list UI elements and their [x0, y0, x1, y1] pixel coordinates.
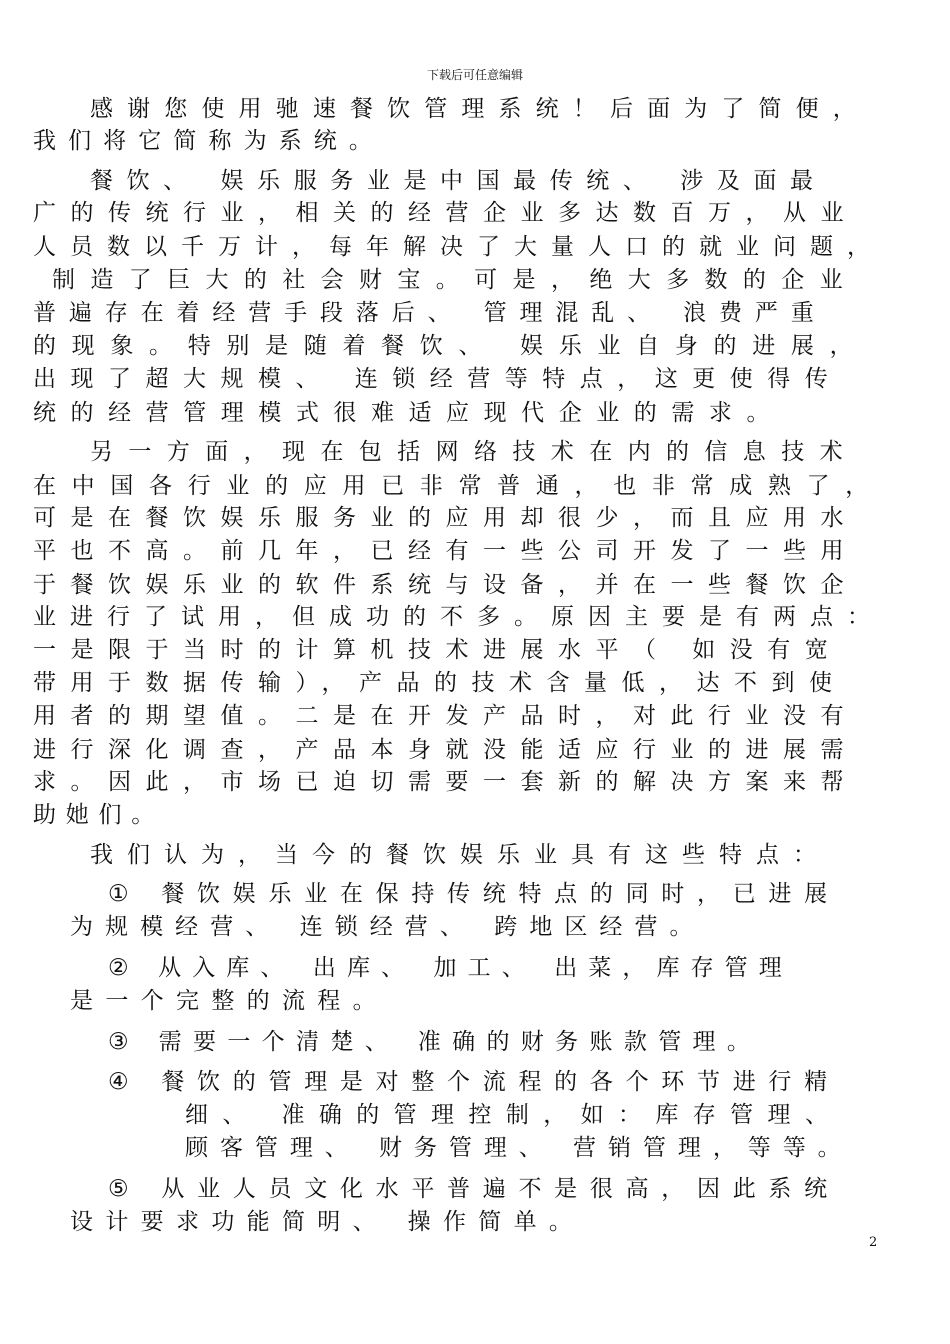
list-item-line: 是一个完整的流程。: [70, 988, 388, 1014]
list-item-line: ③ 需要一个清楚、 准确的财务账款管理。: [108, 1029, 762, 1055]
text-line: 我们将它简称为系统。: [33, 128, 384, 154]
text-line: 感谢您使用驰速餐饮管理系统！后面为了简便，: [90, 96, 870, 122]
text-line: 广的传统行业，相关的经营企业多达数百万，从业: [33, 200, 858, 226]
text-line: 用者的期望值。二是在开发产品时，对此行业没有: [33, 703, 858, 729]
text-line: 普遍存在着经营手段落后、 管理混乱、 浪费严重: [33, 300, 827, 326]
text-line: 制造了巨大的社会财宝。可是，绝大多数的企业: [52, 267, 858, 293]
text-line: 业进行了试用，但成功的不多。原因主要是有两点：: [33, 604, 884, 630]
text-line: 出现了超大规模、 连锁经营等特点，这更使得传: [33, 366, 843, 392]
text-line: 我们认为，当今的餐饮娱乐业具有这些特点：: [90, 842, 830, 868]
text-line: 的现象。特别是随着餐饮、 娱乐业自身的进展，: [33, 333, 869, 359]
text-line: 求。因此，市场已迫切需要一套新的解决方案来帮: [33, 769, 858, 795]
text-line: 在中国各行业的应用已非常普通，也非常成熟了，: [33, 473, 884, 499]
text-line: 另一方面，现在包括网络技术在内的信息技术: [90, 439, 858, 465]
text-line: 于餐饮娱乐业的软件系统与设备，并在一些餐饮企: [33, 572, 858, 598]
text-line: 平也不高。前几年，已经有一些公司开发了一些用: [33, 538, 858, 564]
list-item-line: 为规模经营、 连锁经营、 跨地区经营。: [70, 914, 705, 940]
text-line: 统的经营管理模式很难适应现代企业的需求。: [33, 400, 784, 426]
list-item-line: 设计要求功能简明、 操作简单。: [70, 1209, 585, 1235]
text-line: 助她们。: [33, 802, 164, 828]
page-number: 2: [869, 1235, 878, 1250]
list-item-line: ② 从入库、 出库、 加工、 出菜，库存管理: [108, 955, 793, 981]
list-item-line: ⑤ 从业人员文化水平普遍不是很高，因此系统: [108, 1176, 840, 1202]
text-line: 餐饮、 娱乐服务业是中国最传统、 涉及面最: [90, 168, 827, 194]
list-item-line: 顾客管理、 财务管理、 营销管理，等等。: [185, 1135, 853, 1161]
page-header: 下载后可任意编辑: [426, 68, 523, 82]
text-line: 带用于数据传输），产品的技术含量低，达不到使: [33, 670, 847, 696]
list-item-line: 细、 准确的管理控制，如：库存管理、: [185, 1102, 843, 1128]
text-line: 进行深化调查，产品本身就没能适应行业的进展需: [33, 737, 858, 763]
text-line: 可是在餐饮娱乐服务业的应用却很少，而且应用水: [33, 505, 858, 531]
list-item-line: ④ 餐饮的管理是对整个流程的各个环节进行精: [108, 1069, 840, 1095]
text-line: 人员数以千万计，每年解决了大量人口的就业问题，: [33, 234, 884, 260]
list-item-line: ① 餐饮娱乐业在保持传统特点的同时，已进展: [108, 881, 840, 907]
text-line: 一是限于当时的计算机技术进展水平（ 如没有宽: [33, 637, 843, 663]
